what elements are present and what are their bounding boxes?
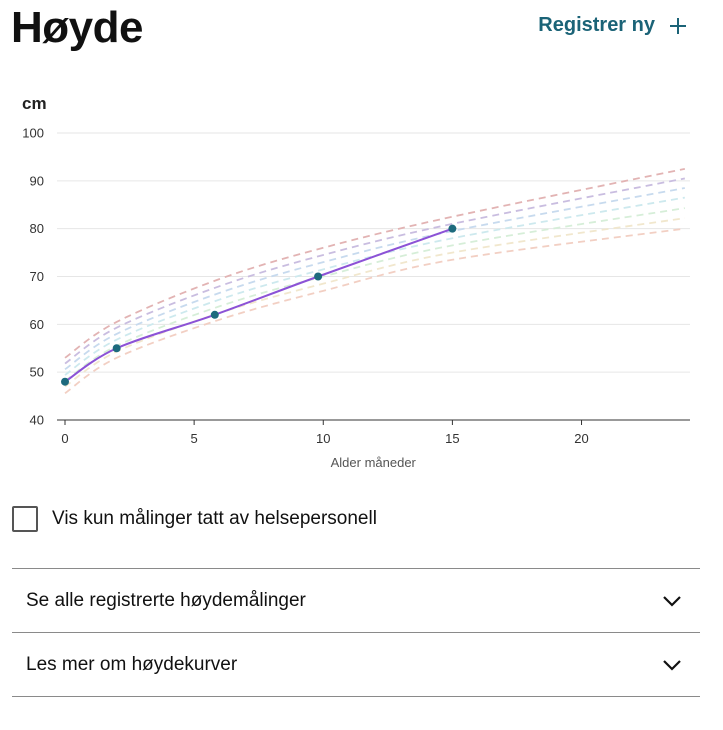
accordion-item-label: Se alle registrerte høydemålinger xyxy=(26,589,306,611)
page-title: Høyde xyxy=(11,3,143,52)
x-tick-label: 5 xyxy=(190,431,198,446)
health-personnel-filter[interactable] xyxy=(12,506,377,532)
chevron-down-icon xyxy=(662,595,682,607)
plus-icon xyxy=(669,17,687,35)
reference-curve xyxy=(65,188,685,369)
health-personnel-filter-label: Vis kun målinger tatt av helsepersonell xyxy=(52,508,377,529)
x-tick-label: 20 xyxy=(574,431,589,446)
y-tick-label: 100 xyxy=(22,125,44,141)
measurement-point xyxy=(113,344,121,352)
x-tick-label: 10 xyxy=(316,431,331,446)
accordion-item-label: Les mer om høydekurver xyxy=(26,653,238,675)
x-tick-label: 15 xyxy=(445,431,460,446)
y-tick-label: 80 xyxy=(29,221,44,237)
y-tick-label: 50 xyxy=(29,364,44,380)
chevron-down-icon xyxy=(662,659,682,671)
measurement-point xyxy=(448,225,456,233)
register-new-button[interactable] xyxy=(538,14,687,37)
accordion-item-all-measurements[interactable] xyxy=(12,569,700,633)
reference-curve xyxy=(65,198,685,375)
y-tick-label: 70 xyxy=(29,269,44,284)
reference-curve xyxy=(65,229,685,394)
x-axis-label: Alder måneder xyxy=(330,455,416,470)
reference-curve xyxy=(65,178,685,363)
measurement-point xyxy=(61,378,69,386)
y-axis-label: cm xyxy=(22,94,47,113)
y-tick-label: 40 xyxy=(29,412,44,428)
accordion-item-about-curves[interactable] xyxy=(12,633,700,697)
y-tick-label: 90 xyxy=(29,173,44,189)
health-personnel-checkbox[interactable] xyxy=(12,506,38,532)
x-tick-label: 0 xyxy=(61,431,69,446)
reference-curve xyxy=(65,169,685,358)
height-growth-chart xyxy=(0,86,723,476)
accordion xyxy=(12,568,700,697)
measurement-point xyxy=(314,273,322,281)
measurement-point xyxy=(211,311,219,319)
register-new-label: Registrer ny xyxy=(538,14,655,36)
y-tick-label: 60 xyxy=(29,316,44,332)
